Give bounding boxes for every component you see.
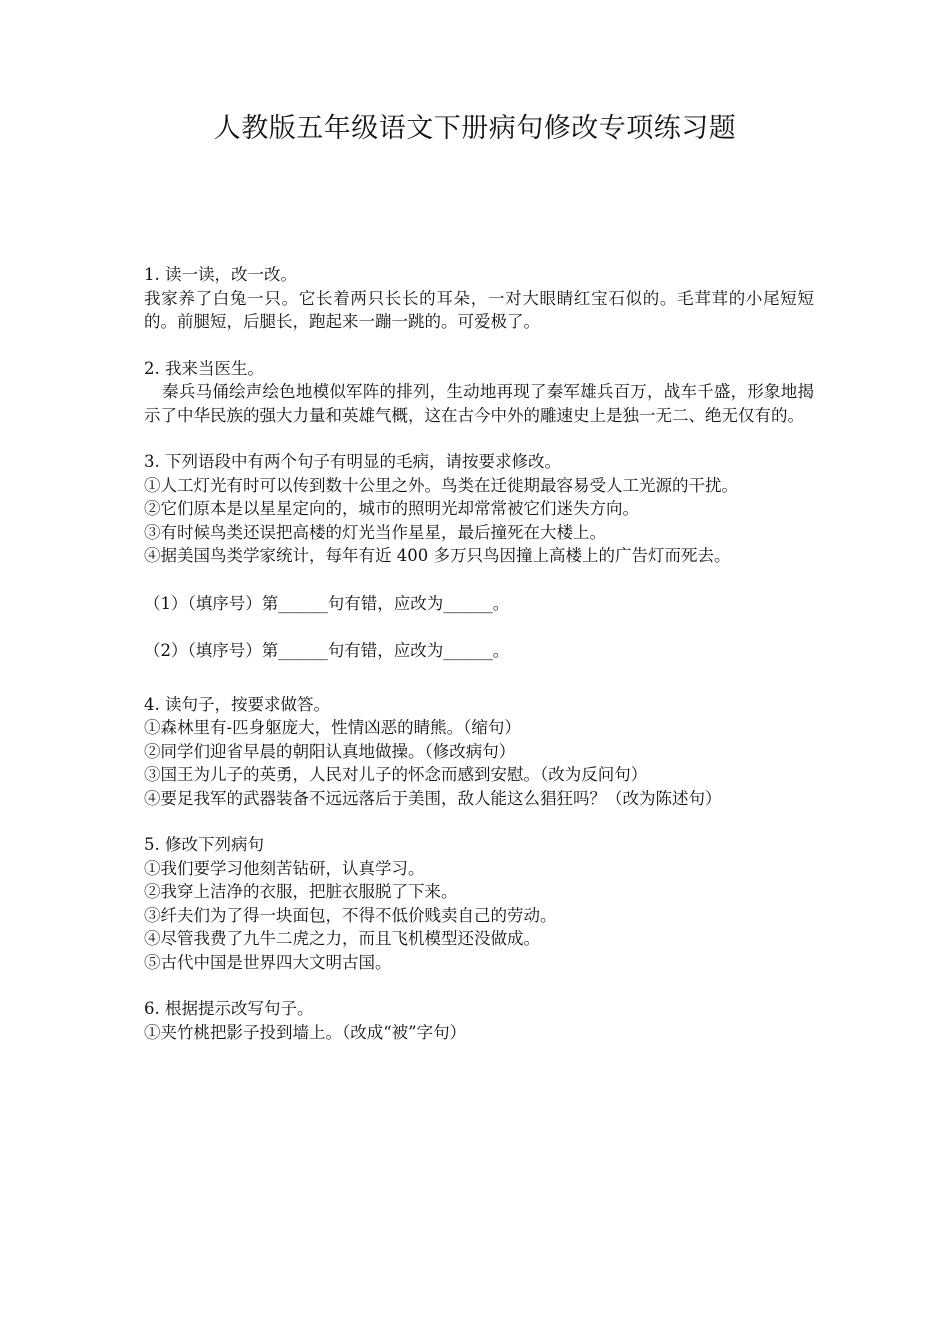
question-1-heading: 1. 读一读，改一改。 [144,265,297,284]
question-3-sentence-4: ④据美国鸟类学家统计，每年有近 400 多万只鸟因撞上高楼上的广告灯而死去。 [144,546,731,565]
question-1 [144,263,814,334]
question-1-text: 我家养了白兔一只。它长着两只长长的耳朵，一对大眼睛红宝石似的。毛茸茸的小尾短短的。前腿短，后腿长，跑起来一蹦一跳的。可爱极了。 [144,288,814,331]
question-4-sentence-2: ②同学们迎省早晨的朝阳认真地做操。（修改病句） [144,741,516,761]
question-5-sentence-2: ②我穿上洁净的衣服，把脏衣服脱了下来。 [144,882,458,901]
question-3-fill-1: （1）（填序号）第______句有错，应改为______。 [144,593,510,613]
question-4-heading: 4. 读句子，按要求做答。 [144,694,330,714]
question-3-sentence-2: ②它们原本是以星星定向的，城市的照明光却常常被它们迷失方向。 [144,499,639,518]
document-title: 人教版五年级语文下册病句修改专项练习题 [213,113,737,144]
question-4-sentence-4: ④要足我军的武器装备不远远落后于美围，敌人能这么猖狂吗？（改为陈述句） [144,788,722,808]
question-3-heading: 3. 下列语段中有两个句子有明显的毛病，请按要求修改。 [144,452,561,471]
question-2 [144,357,814,428]
question-5-sentence-4: ④尽管我费了九牛二虎之力，而且飞机模型还没做成。 [144,929,540,948]
question-2-heading: 2. 我来当医生。 [144,358,264,378]
question-2-text: 秦兵马俑绘声绘色地模似军阵的排列，生动地再现了秦军雄兵百万，战车千盛，形象地揭示了中华民族的强大力量和英雄气概，这在古今中外的雕速史上是独一无二、绝无仅有的。 [144,382,814,425]
document-body [144,263,814,1044]
question-3-sentence-3: ③有时候鸟类还误把高楼的灯光当作星星，最后撞死在大楼上。 [144,522,606,542]
question-4-sentence-3: ③国王为儿子的英勇，人民对儿子的怀念而感到安慰。（改为反问句） [144,765,648,784]
question-4-sentence-1: ①森林里有-匹身躯庞大，性情凶恶的睛熊。（缩句） [144,718,521,737]
question-6-heading: 6. 根据提示改写句子。 [144,999,314,1018]
question-3 [144,450,814,663]
question-3-sentence-1: ①人工灯光有时可以传到数十公里之外。鸟类在迁徙期最容易受人工光源的干扰。 [144,475,738,495]
question-5-sentence-3: ③纤夫们为了得一块面包，不得不低价贱卖自己的劳动。 [144,905,557,925]
question-5-heading: 5. 修改下列病句 [144,835,264,854]
question-3-fill-2: （2）（填序号）第______句有错，应改为______。 [144,641,510,660]
question-6-sentence-1: ①夹竹桃把影子投到墙上。（改成“被”字句） [144,1022,467,1042]
question-4 [144,693,814,811]
question-6 [144,997,814,1044]
question-5-sentence-5: ⑤古代中国是世界四大文明古国。 [144,952,392,972]
question-5-sentence-1: ①我们要学习他刻苦钻研，认真学习。 [144,858,425,878]
question-5 [144,833,814,974]
